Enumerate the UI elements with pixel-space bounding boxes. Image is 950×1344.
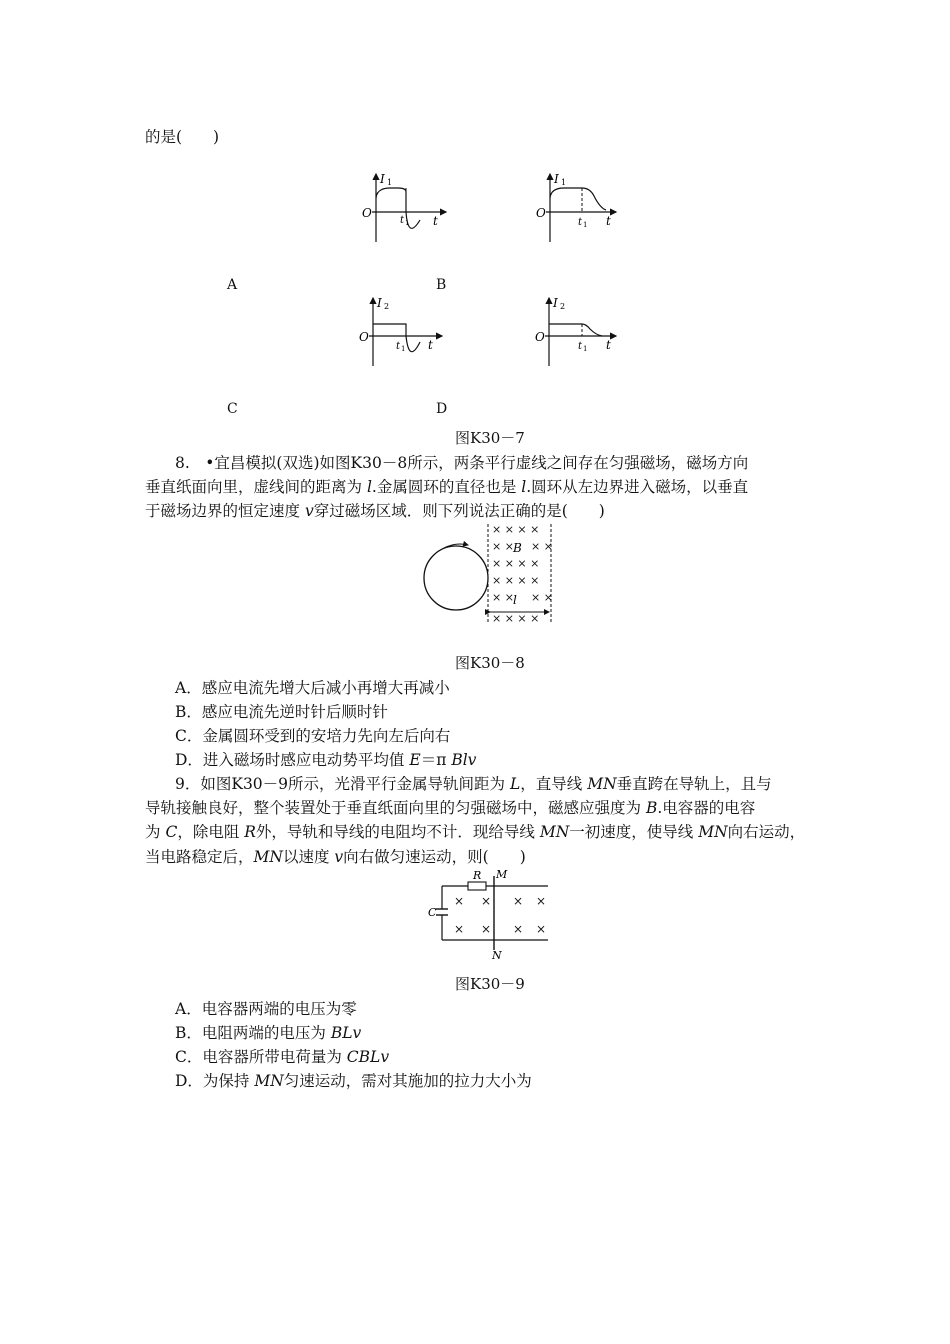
svg-text:1: 1 (561, 178, 567, 187)
svg-text:×: × (513, 922, 524, 936)
svg-text:×: × (454, 894, 465, 908)
figure-caption-k30-9: 图K30－9 (455, 975, 525, 993)
figure-ring-in-field (420, 522, 560, 626)
graph-a-ylabel: I (380, 172, 385, 186)
graph-a (360, 170, 460, 245)
svg-text:1: 1 (387, 178, 393, 187)
svg-text:t: t (400, 215, 405, 226)
svg-text:O: O (535, 330, 545, 344)
svg-text:×: × (481, 922, 492, 936)
svg-text:×: × (513, 894, 524, 908)
option-label-a: A (227, 277, 238, 293)
svg-text:1: 1 (401, 345, 406, 353)
svg-text:t: t (606, 214, 611, 228)
svg-text:t: t (578, 341, 583, 352)
svg-text:× × × ×: × × × × (492, 523, 540, 536)
graph-c (356, 294, 456, 369)
q8-option-c: C．金属圆环受到的安培力先向左后向右 (175, 727, 451, 745)
q7-tail: 的是( ) (145, 128, 220, 146)
svg-text:1: 1 (583, 345, 588, 353)
svg-text:t: t (428, 338, 433, 352)
svg-text:t: t (578, 217, 583, 228)
option-label-b: B (436, 277, 447, 293)
graph-b (534, 170, 634, 245)
option-label-c: C (227, 401, 238, 417)
graph-a-origin: O (362, 206, 372, 220)
svg-text:× ×: × × (492, 540, 514, 553)
svg-text:2: 2 (384, 302, 390, 311)
q8-option-b: B．感应电流先逆时针后顺时针 (175, 703, 388, 721)
svg-text:× ×: × × (492, 591, 514, 604)
svg-text:t: t (396, 341, 401, 352)
svg-text:× ×: × × (531, 591, 553, 604)
q9-line-2: 导轨接触良好，整个装置处于垂直纸面向里的匀强磁场中，磁感应强度为 B.电容器的电容 (145, 799, 756, 817)
svg-text:I: I (553, 296, 558, 310)
svg-text:O: O (359, 330, 369, 344)
q9-option-a: A．电容器两端的电压为零 (175, 1000, 357, 1018)
svg-text:I: I (554, 172, 559, 186)
capacitor-label: C (428, 906, 437, 919)
resistor-label: R (473, 869, 482, 882)
svg-text:×: × (454, 922, 465, 936)
svg-text:1: 1 (405, 219, 410, 227)
svg-text:t: t (606, 338, 611, 352)
figure-caption-k30-7: 图K30－7 (455, 429, 525, 447)
figure-caption-k30-8: 图K30－8 (455, 654, 525, 672)
svg-text:× ×: × × (531, 540, 553, 553)
svg-text:×: × (536, 894, 547, 908)
resistor (468, 882, 486, 890)
q8-option-a: A．感应电流先增大后减小再增大再减小 (175, 679, 450, 697)
q9-line-3: 为 C，除电阻 R外，导轨和导线的电阻均不计．现给导线 MN一初速度，使导线 MN向右运动， (145, 823, 806, 841)
label-n: N (492, 949, 502, 962)
svg-text:× × × ×: × × × × (492, 557, 540, 570)
q9-line-4: 当电路稳定后，MN以速度 v向右做匀速运动，则( ) (145, 848, 526, 866)
option-label-d: D (436, 401, 448, 417)
q8-line-1: 8. •宜昌模拟(双选)如图K30－8所示，两条平行虚线之间存在匀强磁场，磁场方向 (175, 454, 749, 472)
svg-text:×: × (536, 922, 547, 936)
q8-line-2: 垂直纸面向里，虚线间的距离为 l.金属圆环的直径也是 l.圆环从左边界进入磁场，以垂直 (145, 478, 749, 496)
svg-text:t: t (433, 214, 438, 228)
svg-text:1: 1 (583, 221, 588, 229)
svg-text:2: 2 (560, 302, 566, 311)
q8-line-3: 于磁场边界的恒定速度 v穿过磁场区域．则下列说法正确的是( ) (145, 502, 605, 520)
svg-text:×: × (481, 894, 492, 908)
width-label-l: l (513, 593, 517, 607)
field-label-b: B (513, 541, 522, 555)
graph-d (532, 294, 632, 369)
figure-rails-circuit (428, 868, 553, 960)
q9-option-b: B．电阻两端的电压为 BLv (175, 1024, 362, 1042)
q9-line-1: 9．如图K30－9所示，光滑平行金属导轨间距为 L，直导线 MN垂直跨在导轨上，且与 (175, 775, 772, 793)
metal-ring (424, 546, 488, 610)
svg-text:× × × ×: × × × × (492, 612, 540, 625)
label-m: M (496, 868, 508, 881)
svg-text:O: O (536, 206, 546, 220)
q8-option-d: D．进入磁场时感应电动势平均值 E＝π Blv (175, 751, 477, 769)
q9-option-c: C．电容器所带电荷量为 CBLv (175, 1048, 390, 1066)
svg-text:× × × ×: × × × × (492, 574, 540, 587)
svg-text:I: I (377, 296, 382, 310)
q9-option-d: D．为保持 MN匀速运动，需对其施加的拉力大小为 (175, 1072, 532, 1090)
